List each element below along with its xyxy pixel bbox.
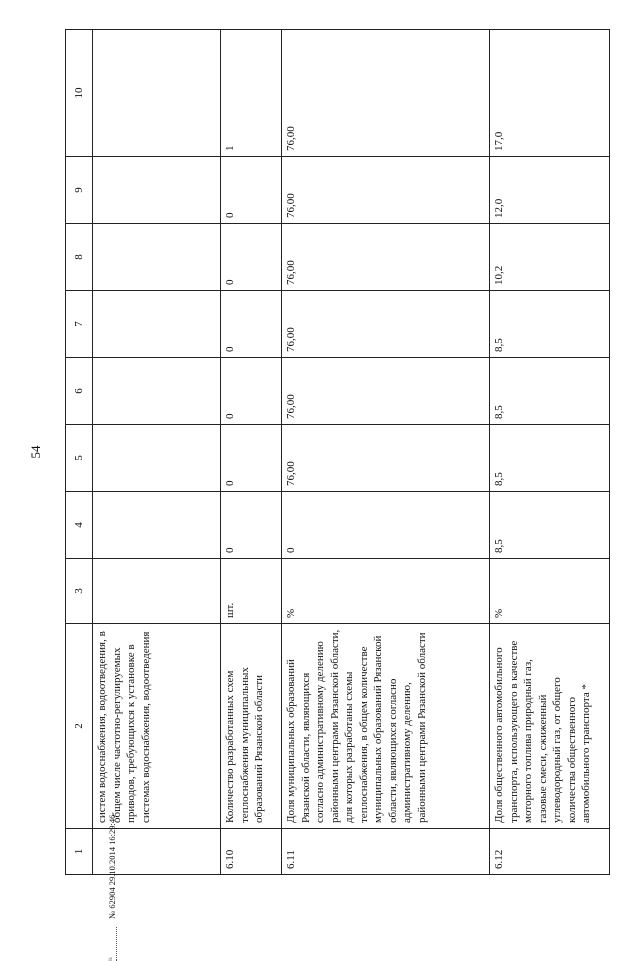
header-cell: 5: [66, 425, 93, 492]
header-cell: 3: [66, 559, 93, 624]
value-cell: [93, 157, 221, 224]
value-cell: 0: [221, 291, 282, 358]
table-row: [221, 30, 282, 875]
header-cell: 8: [66, 224, 93, 291]
value-cell: 8,5: [490, 492, 610, 559]
table-row: [490, 30, 610, 875]
header-cell: 7: [66, 291, 93, 358]
value-cell: 76,00: [282, 30, 490, 157]
value-cell: 0: [221, 425, 282, 492]
page-number: 54: [28, 445, 43, 459]
indicator-name: Доля муниципальных образований Рязанской области, являющихся согласно административному делению районными центрами Рязанской области, для которых разработаны схемы теплоснабжения, в общем количестве муниципальных образований Рязанской области, являющихся согласно административному делению, районными центрами Рязанской области: [282, 624, 490, 829]
value-cell: 8,5: [490, 291, 610, 358]
value-cell: 10,2: [490, 224, 610, 291]
indicator-name: систем водоснабжения, водоотведения, в общем числе частотно-регулируемых приводов, требующихся к установке в системах водоснабжения, водоотведения: [93, 624, 221, 829]
value-cell: [93, 224, 221, 291]
document-number: № 62904 29.10.2014 16:29:46: [107, 814, 117, 919]
row-number: 6.11: [282, 829, 490, 875]
indicator-name: Доля общественного автомобильного транспорта, использующего в качестве моторного топлива природный газ, газовые смеси, сжиженный углеводородный газ, от общего количества общественного автомобильного транспорта *: [490, 624, 610, 829]
value-cell: 1: [221, 30, 282, 157]
value-cell: [93, 425, 221, 492]
value-cell: 76,00: [282, 358, 490, 425]
value-cell: 17,0: [490, 30, 610, 157]
value-cell: [93, 492, 221, 559]
header-cell: 1: [66, 829, 93, 875]
value-cell: 12,0: [490, 157, 610, 224]
value-cell: 8,5: [490, 358, 610, 425]
value-cell: 0: [221, 358, 282, 425]
value-cell: 0: [221, 224, 282, 291]
value-cell: 76,00: [282, 157, 490, 224]
header-cell: 9: [66, 157, 93, 224]
header-cell: 4: [66, 492, 93, 559]
indicator-name: Количество разработанных схем теплоснабжения муниципальных образований Рязанской области: [221, 624, 282, 829]
value-cell: 0: [221, 492, 282, 559]
row-number: 6.10: [221, 829, 282, 875]
unit-cell: %: [490, 559, 610, 624]
value-cell: [93, 291, 221, 358]
unit-cell: шт.: [221, 559, 282, 624]
value-cell: [93, 30, 221, 157]
table-row: [282, 30, 490, 875]
header-row: [66, 30, 93, 875]
value-cell: 76,00: [282, 291, 490, 358]
header-cell: 6: [66, 358, 93, 425]
value-cell: 8,5: [490, 425, 610, 492]
value-cell: 0: [282, 492, 490, 559]
registration-stamp: lk: [109, 927, 117, 961]
value-cell: 0: [221, 157, 282, 224]
value-cell: 76,00: [282, 224, 490, 291]
table-area: [65, 30, 610, 875]
indicators-table: [65, 29, 610, 875]
unit-cell: %: [282, 559, 490, 624]
value-cell: [93, 358, 221, 425]
header-cell: 10: [66, 30, 93, 157]
document-footer: [107, 561, 121, 961]
value-cell: 76,00: [282, 425, 490, 492]
header-cell: 2: [66, 624, 93, 829]
row-number: 6.12: [490, 829, 610, 875]
